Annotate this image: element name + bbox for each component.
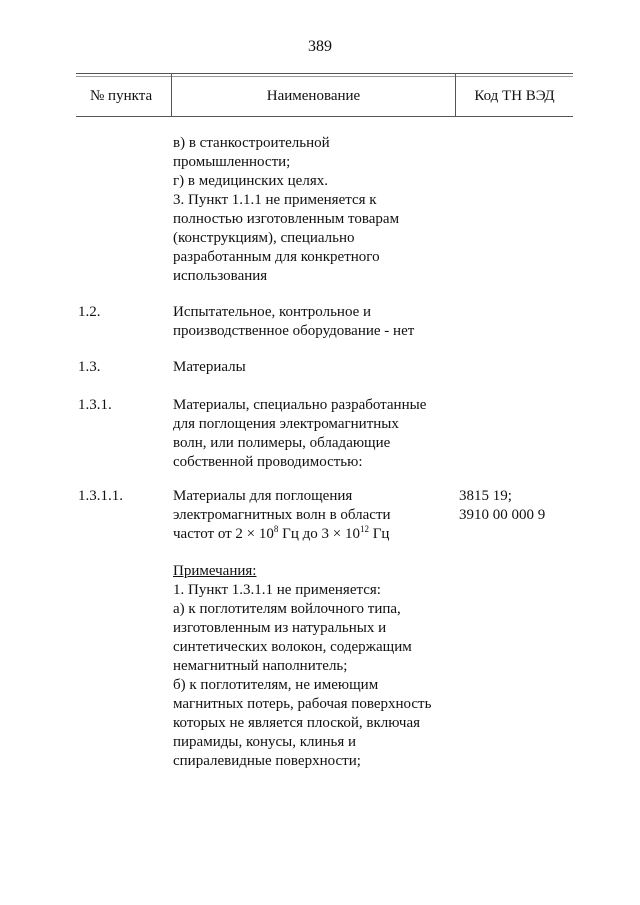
text-line: (конструкциям), специально bbox=[173, 230, 355, 246]
frequency-line bbox=[173, 525, 391, 544]
text-line: полностью изготовленным товарам bbox=[173, 211, 400, 227]
text-line: спиралевидные поверхности; bbox=[173, 753, 361, 769]
text-line: магнитных потерь, рабочая поверхность bbox=[173, 696, 432, 712]
continuation-text bbox=[173, 134, 399, 286]
text-line: Испытательное, контрольное и bbox=[173, 304, 372, 320]
freq-exponent: 8 bbox=[273, 524, 279, 534]
text-line: немагнитный наполнитель; bbox=[173, 658, 348, 674]
row-code bbox=[459, 487, 545, 525]
row-number: 1.2. bbox=[78, 304, 101, 320]
freq-suffix: Гц bbox=[368, 526, 390, 542]
freq-prefix: частот от 2 × 10 bbox=[173, 526, 274, 542]
text-line: Материалы для поглощения bbox=[173, 488, 353, 504]
text-line: использования bbox=[173, 268, 268, 284]
page-number: 389 bbox=[308, 38, 332, 55]
text-line: изготовленным из натуральных и bbox=[173, 620, 387, 636]
row-name bbox=[173, 358, 246, 377]
text-line: в) в станкостроительной bbox=[173, 135, 330, 151]
text-line: Материалы bbox=[173, 359, 246, 375]
text-line: для поглощения электромагнитных bbox=[173, 416, 399, 432]
text-line: производственное оборудование - нет bbox=[173, 323, 415, 339]
notes bbox=[173, 562, 431, 771]
code-line: 3815 19; bbox=[459, 488, 512, 504]
row-name bbox=[173, 487, 391, 544]
text-line: Материалы, специально разработанные bbox=[173, 397, 427, 413]
text-line: синтетических волокон, содержащим bbox=[173, 639, 412, 655]
text-line: электромагнитных волн в области bbox=[173, 507, 391, 523]
row-number: 1.3.1. bbox=[78, 397, 112, 413]
text-line: пирамиды, конусы, клинья и bbox=[173, 734, 357, 750]
freq-mid: Гц до 3 × 10 bbox=[278, 526, 360, 542]
text-line: которых не является плоской, включая bbox=[173, 715, 421, 731]
row-name bbox=[173, 396, 426, 472]
freq-exponent: 12 bbox=[359, 524, 369, 534]
header-item-number: № пункта bbox=[90, 88, 153, 104]
text-line: г) в медицинских целях. bbox=[173, 173, 328, 189]
text-line: 1. Пункт 1.3.1.1 не применяется: bbox=[173, 582, 381, 598]
text-line: 3. Пункт 1.1.1 не применяется к bbox=[173, 192, 377, 208]
text-line: б) к поглотителям, не имеющим bbox=[173, 677, 379, 693]
table-header bbox=[76, 73, 573, 117]
text-line: собственной проводимостью: bbox=[173, 454, 363, 470]
text-line: а) к поглотителям войлочного типа, bbox=[173, 601, 401, 617]
header-name: Наименование bbox=[171, 74, 456, 116]
row-name bbox=[173, 303, 414, 341]
notes-title: Примечания: bbox=[173, 563, 257, 579]
row-number: 1.3. bbox=[78, 359, 101, 375]
header-code: Код ТН ВЭД bbox=[474, 88, 555, 104]
text-line: промышленности; bbox=[173, 154, 291, 170]
text-line: волн, или полимеры, обладающие bbox=[173, 435, 391, 451]
code-line: 3910 00 000 9 bbox=[459, 507, 546, 523]
text-line: разработанным для конкретного bbox=[173, 249, 380, 265]
row-number: 1.3.1.1. bbox=[78, 488, 123, 504]
